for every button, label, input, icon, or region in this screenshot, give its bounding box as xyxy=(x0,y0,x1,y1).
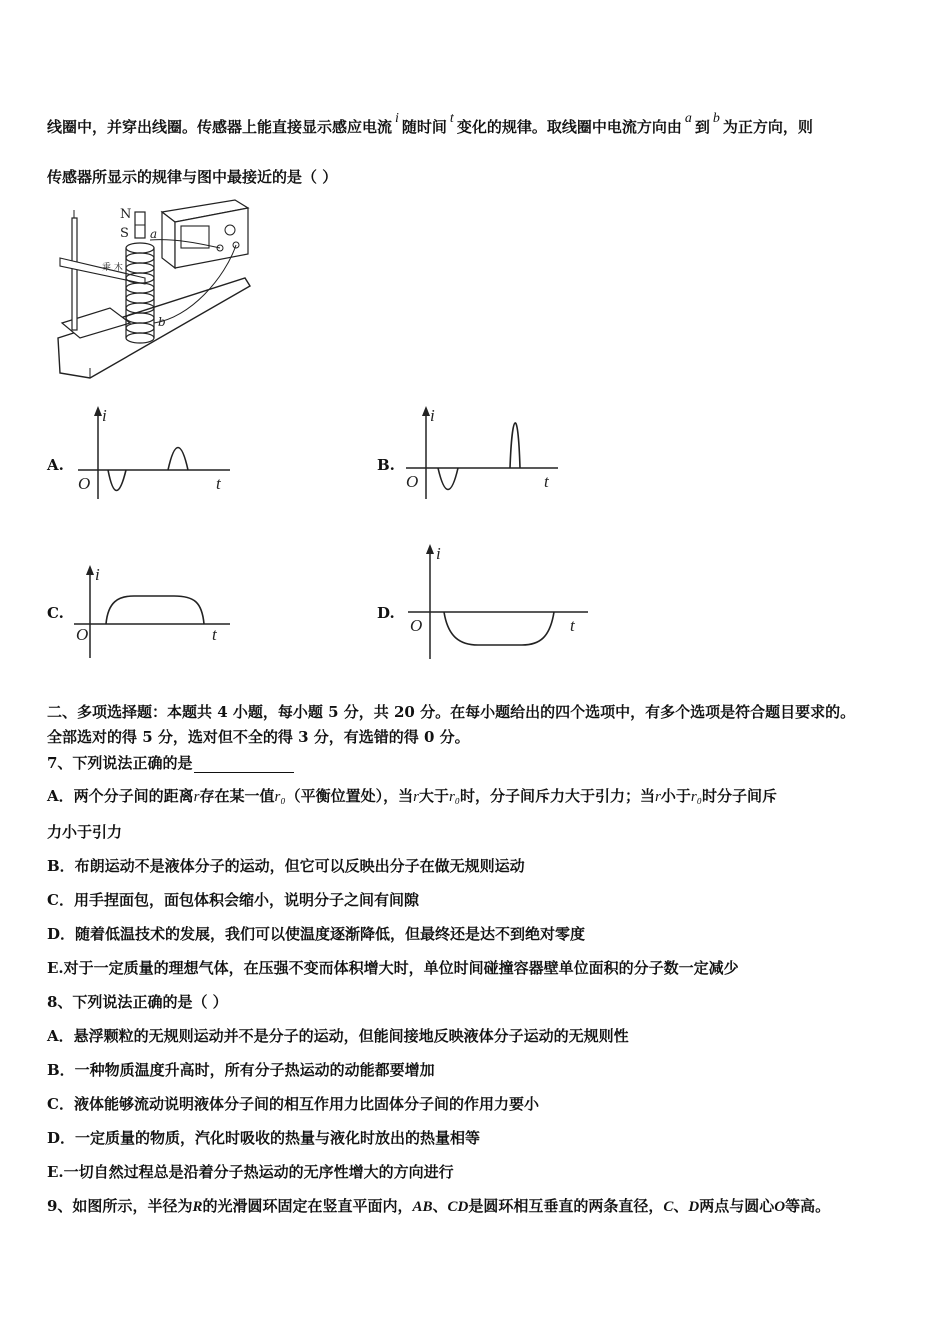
var-C: C xyxy=(663,1199,674,1215)
q6-text: 随时间 xyxy=(401,118,447,136)
option-a-label: A. xyxy=(47,456,64,474)
q7-a-text: 小于 xyxy=(660,787,691,805)
q6-line-1 xyxy=(47,111,813,137)
q6-text: 变化的规律。取线圈中电流方向由 xyxy=(456,118,682,136)
q8-option-c: C．液体能够流动说明液体分子间的相互作用力比固体分子间的作用力要小 xyxy=(47,1095,539,1113)
q8-option-b: B．一种物质温度升高时，所有分子热运动的动能都要增加 xyxy=(47,1061,435,1079)
x-axis-label: t xyxy=(216,474,221,493)
q7-stem xyxy=(47,752,294,773)
q8-stem: 8、下列说法正确的是（ ） xyxy=(47,993,228,1011)
option-c-label: C. xyxy=(47,604,64,622)
section2-header-2: 全部选对的得 5 分，选对但不全的得 3 分，有选错的得 0 分。 xyxy=(47,728,470,746)
x-axis-label: t xyxy=(544,472,549,491)
q7-option-e: E.对于一定质量的理想气体，在压强不变而体积增大时，单位时间碰撞容器壁单位面积的分子数一定减少 xyxy=(47,959,739,977)
var-b: b xyxy=(712,111,720,126)
var-r: r xyxy=(413,789,419,805)
q6-text: 线圈中，并穿出线圈。传感器上能直接显示感应电流 xyxy=(47,118,393,136)
origin-label: O xyxy=(406,472,419,491)
q7-a-text: （平衡位置处），当 xyxy=(285,787,414,805)
q9-text: 等高。 xyxy=(785,1197,831,1215)
label-a: a xyxy=(150,227,158,241)
label-b: b xyxy=(158,315,166,329)
x-axis-label: t xyxy=(570,616,575,635)
apparatus-figure xyxy=(50,198,255,383)
q6-line-2: 传感器所显示的规律与图中最接近的是（ ） xyxy=(47,168,338,186)
q7-option-d: D．随着低温技术的发展，我们可以使温度逐渐降低，但最终还是达不到绝对零度 xyxy=(47,925,586,943)
option-d-graph xyxy=(404,541,594,661)
var-t: t xyxy=(449,111,454,126)
q9-text: 9、如图所示，半径为 xyxy=(47,1197,193,1215)
y-axis-label: i xyxy=(436,544,441,563)
q7-option-b: B．布朗运动不是液体分子的运动，但它可以反映出分子在做无规则运动 xyxy=(47,857,525,875)
var-CD: CD xyxy=(447,1199,469,1215)
option-b-label: B. xyxy=(377,456,395,474)
label-s: S xyxy=(120,226,129,241)
origin-label: O xyxy=(76,625,89,644)
q9-text: 的光滑圆环固定在竖直平面内， xyxy=(202,1197,413,1215)
var-r: r xyxy=(193,789,200,805)
var-i: i xyxy=(395,111,399,126)
q6-text: 到 xyxy=(694,118,710,136)
q7-a-text: 时，分子间斥力大于引力；当 xyxy=(460,787,656,805)
y-axis-label: i xyxy=(102,406,107,425)
origin-label: O xyxy=(410,616,423,635)
q7-option-a xyxy=(47,785,777,806)
var-a: a xyxy=(684,111,692,126)
x-axis-label: t xyxy=(212,625,217,644)
q7-option-a-cont: 力小于引力 xyxy=(47,823,123,841)
q7-stem-text: 7、下列说法正确的是 xyxy=(47,754,193,772)
q9-text: 、 xyxy=(673,1197,689,1215)
q8-option-d: D．一定质量的物质，汽化时吸收的热量与液化时放出的热量相等 xyxy=(47,1129,481,1147)
q9-stem xyxy=(47,1195,830,1216)
var-r0: r₀ xyxy=(274,789,286,805)
var-O: O xyxy=(774,1199,786,1215)
q7-a-text: 存在某一值 xyxy=(199,787,275,805)
section2-header-1: 二、多项选择题：本题共 4 小题，每小题 5 分，共 20 分。在每小题给出的四个选项中，有多个选项是符合题目要求的。 xyxy=(47,703,856,721)
q7-a-text: A．两个分子间的距离 xyxy=(47,787,194,805)
q8-option-e: E.一切自然过程总是沿着分子热运动的无序性增大的方向进行 xyxy=(47,1163,454,1181)
var-AB: AB xyxy=(412,1199,433,1215)
answer-blank xyxy=(194,758,294,773)
q7-a-text: 时分子间斥 xyxy=(701,787,777,805)
var-r0: r₀ xyxy=(448,789,460,805)
svg-text:乘 木: 乘 木 xyxy=(102,263,123,273)
var-D: D xyxy=(688,1199,700,1215)
option-c-graph xyxy=(70,562,240,662)
q9-text: 是圆环相互垂直的两条直径， xyxy=(468,1197,664,1215)
q9-text: 、 xyxy=(432,1197,448,1215)
q7-option-c: C．用手捏面包，面包体积会缩小，说明分子之间有间隙 xyxy=(47,891,419,909)
q9-text: 两点与圆心 xyxy=(699,1197,775,1215)
var-r0: r₀ xyxy=(690,789,702,805)
q7-a-text: 大于 xyxy=(418,787,449,805)
q6-text: 为正方向，则 xyxy=(722,118,813,136)
var-r: r xyxy=(655,789,661,805)
y-axis-label: i xyxy=(430,406,435,425)
option-d-label: D. xyxy=(377,604,395,622)
label-n: N xyxy=(120,207,132,222)
option-b-graph xyxy=(400,403,570,503)
q8-option-a: A．悬浮颗粒的无规则运动并不是分子的运动，但能间接地反映液体分子运动的无规则性 xyxy=(47,1027,629,1045)
y-axis-label: i xyxy=(95,565,100,584)
option-a-graph xyxy=(72,403,242,503)
origin-label: O xyxy=(78,474,91,493)
var-R: R xyxy=(192,1199,203,1215)
